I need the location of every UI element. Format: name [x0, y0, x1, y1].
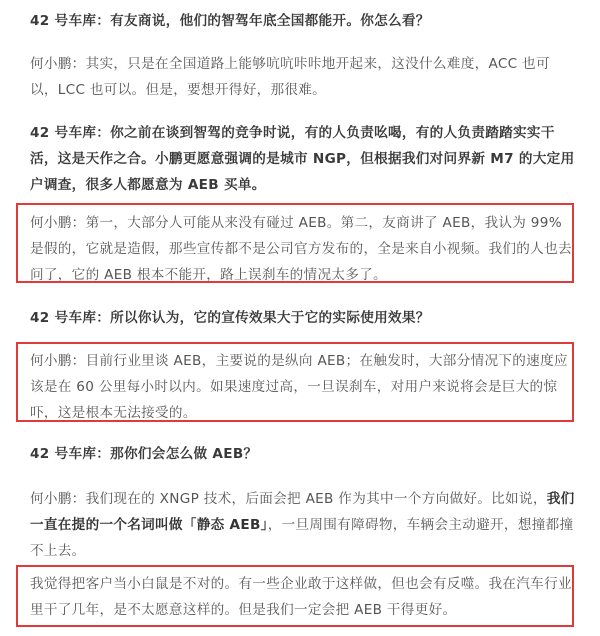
answer-4-emphasis: 我们一直在提的一个名词叫做「静态 AEB」 [30, 491, 575, 533]
question-2: 42 号车库：你之前在谈到智驾的竞争时说，有的人负责吆喝，有的人负责踏踏实实干活，这是天作之合。小鹏更愿意强调的是城市 NGP，但根据我们对问界新 M7 的大定用户调查，很多人都愿意为 AEB 买单。 [30, 125, 575, 193]
question-3: 42 号车库：所以你认为，它的宣传效果大于它的实际使用效果？ [30, 310, 430, 326]
answer-1: 何小鹏：其实，只是在全国道路上能够吭吭咔咔地开起来，这没什么难度，ACC 也可以，LCC 也可以。但是，要想开得好，那很难。 [30, 56, 550, 98]
answer-2: 何小鹏：第一，大部分人可能从来没有碰过 AEB。第二，友商讲了 AEB，我认为 99% 是假的，它就是造假，那些宣传都不是公司官方发布的，全是来自小视频。我们的人也去问了，它的 AEB 根本不能开，路上误刹车的情况太多了。 [30, 215, 572, 283]
answer-4-text-start: 何小鹏：我们现在的 XNGP 技术，后面会把 AEB 作为其中一个方向做好。比如说， [30, 491, 547, 507]
answer-3: 何小鹏：目前行业里谈 AEB，主要说的是纵向 AEB；在触发时，大部分情况下的速度应该是在 60 公里每小时以内。如果速度过高，一旦误刹车，对用户来说将会是巨大的惊吓，这是根本无法接受的。 [30, 353, 568, 421]
question-4: 42 号车库：那你们会怎么做 AEB？ [30, 446, 258, 462]
answer-4-text-end: ，一旦周围有障碍物，车辆会主动避开，想撞都撞不上去。 [30, 517, 574, 559]
answer-4 [30, 486, 575, 564]
question-1: 42 号车库：有友商说，他们的智驾年底全国都能开。你怎么看？ [30, 13, 430, 29]
answer-5: 我觉得把客户当小白鼠是不对的。有一些企业敢于这样做，但也会有反噬。我在汽车行业里干了几年，是不太愿意这样的。但是我们一定会把 AEB 干得更好。 [30, 576, 572, 618]
